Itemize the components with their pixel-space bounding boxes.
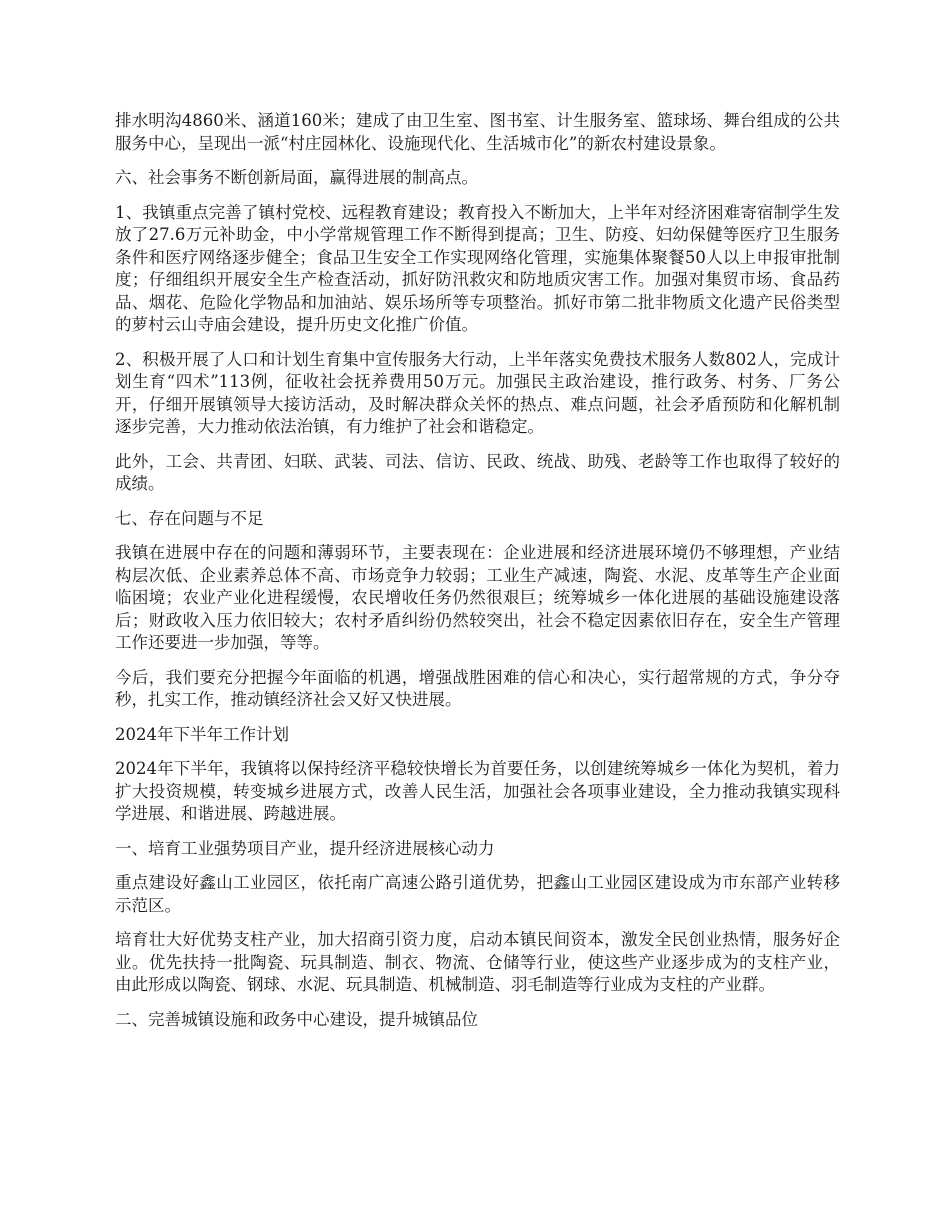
heading-work-plan: 2024年下半年工作计划 (115, 724, 289, 744)
paragraph-outlook: 今后，我们要充分把握今年面临的机遇，增强战胜困难的信心和决心，实行超常规的方式，争分夺秒，扎实工作，推动镇经济社会又好又快进展。 (115, 667, 840, 709)
heading-problems: 七、存在问题与不足 (115, 508, 264, 528)
document-page (115, 110, 840, 1043)
heading-social-affairs: 六、社会事务不断创新局面，赢得进展的制高点。 (115, 168, 478, 187)
paragraph-rural-construction: 排水明沟4860米、涵道160米；建成了由卫生室、图书室、计生服务室、篮球场、舞台组成的公共服务中心，呈现出一派“村庄园林化、设施现代化、生活城市化”的新农村建设景象。 (115, 111, 840, 153)
heading-industry: 一、培育工业强势项目产业，提升经济进展核心动力 (115, 838, 495, 858)
heading-town-facilities: 二、完善城镇设施和政务中心建设，提升城镇品位 (115, 1009, 478, 1029)
paragraph-family-planning: 2、积极开展了人口和计划生育集中宣传服务大行动，上半年落实免费技术服务人数802人，完成计划生育“四术”113例，征收社会抚养费用50万元。加强民主政治建设，推行政务、村务、厂务公开，仔细开展镇领导大接访活动，及时解决群众关怀的热点、难点问题，社会矛盾预防和化解机制逐步完善，大力推动依法治镇，有力维护了社会和谐稳定。 (115, 349, 840, 436)
paragraph-plan-overview: 2024年下半年，我镇将以保持经济平稳较快增长为首要任务，以创建统筹城乡一体化为契机，着力扩大投资规模，转变城乡进展方式，改善人民生活，加强社会各项事业建设，全力推动我镇实现科学进展、和谐进展、跨越进展。 (115, 759, 840, 823)
paragraph-industrial-park: 重点建设好鑫山工业园区，依托南广高速公路引道优势，把鑫山工业园区建设成为市东部产业转移示范区。 (115, 873, 840, 915)
paragraph-problems: 我镇在进展中存在的问题和薄弱环节，主要表现在：企业进展和经济进展环境仍不够理想，产业结构层次低、企业素养总体不高、市场竞争力较弱；工业生产减速，陶瓷、水泥、皮革等生产企业面临困境；农业产业化进程缓慢，农民增收任务仍然很艰巨；统筹城乡一体化进展的基础设施建设落后；财政收入压力依旧较大；农村矛盾纠纷仍然较突出，社会不稳定因素依旧存在，安全生产管理工作还要进一步加强，等等。 (115, 543, 840, 652)
paragraph-other-work: 此外，工会、共青团、妇联、武装、司法、信访、民政、统战、助残、老龄等工作也取得了较好的成绩。 (115, 451, 840, 493)
paragraph-pillar-industries: 培育壮大好优势支柱产业，加大招商引资力度，启动本镇民间资本，激发全民创业热情，服务好企业。优先扶持一批陶瓷、玩具制造、制衣、物流、仓储等行业，使这些产业逐步成为的支柱产业，由此形成以陶瓷、钢球、水泥、玩具制造、机械制造、羽毛制造等行业成为支柱的产业群。 (115, 930, 840, 994)
paragraph-education-health: 1、我镇重点完善了镇村党校、远程教育建设；教育投入不断加大，上半年对经济困难寄宿制学生发放了27.6万元补助金，中小学常规管理工作不断得到提高；卫生、防疫、妇幼保健等医疗卫生服务条件和医疗网络逐步健全；食品卫生安全工作实现网络化管理，实施集体聚餐50人以上申报审批制度；仔细组织开展安全生产检查活动，抓好防汛救灾和防地质灾害工作。加强对集贸市场、食品药品、烟花、危险化学物品和加油站、娱乐场所等专项整治。抓好市第二批非物质文化遗产民俗类型的萝村云山寺庙会建设，提升历史文化推广价值。 (115, 202, 840, 334)
